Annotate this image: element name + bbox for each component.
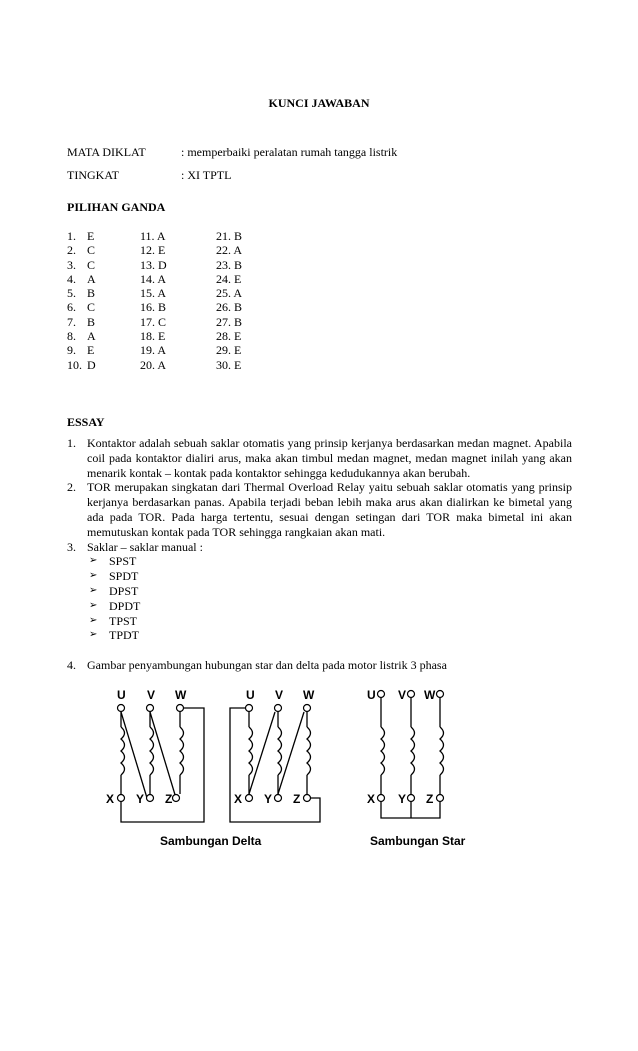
essay-item-text: Gambar penyambungan hubungan star dan delta pada motor listrik 3 phasa [87, 658, 447, 672]
answer-row: 3. C 13. D 23. B [67, 257, 243, 272]
answer-row: 6. C 16. B 26. B [67, 300, 243, 315]
svg-text:Z: Z [426, 792, 434, 806]
svg-text:U: U [367, 688, 376, 702]
pilihan-ganda-heading: PILIHAN GANDA [67, 200, 166, 214]
answer-row: 2. C 12. E 22. A [67, 243, 243, 258]
caption-delta: Sambungan Delta [160, 834, 262, 848]
terminal-label-z: Z [165, 792, 173, 806]
terminal-circle [177, 705, 184, 712]
list-item: ➢ SPDT [89, 569, 139, 584]
essay-item-3: 3. Saklar – saklar manual : [67, 539, 203, 554]
arrow-bullet-icon: ➢ [89, 570, 98, 582]
delta-diagram-1 [106, 688, 204, 822]
list-item: ➢ SPST [89, 554, 137, 569]
meta-value: : memperbaiki peralatan rumah tangga listrik [181, 145, 398, 159]
list-item: ➢ TPDT [89, 628, 139, 643]
meta-value: : XI TPTL [181, 168, 232, 182]
answer-row: 10. D 20. A 30. E [67, 357, 242, 372]
essay-item-1: 1. Kontaktor adalah sebuah saklar otomatis yang prinsip kerjanya berdasarkan medan magnet. Apabila coil pada kontaktor dialiri arus, maka akan timbul medan magnet, medan magnet inilah yang akan menarik kontak – kontak pada kontaktor sehingga kedudukannya akan berubah. [67, 436, 572, 480]
svg-text:W: W [303, 688, 315, 702]
list-item: ➢ TPST [89, 613, 138, 628]
terminal-label-y: Y [136, 792, 145, 806]
svg-text:W: W [424, 688, 436, 702]
svg-text:X: X [367, 792, 376, 806]
svg-text:Y: Y [398, 792, 407, 806]
terminal-label-u: U [117, 688, 126, 702]
star-diagram [367, 688, 444, 818]
caption-star: Sambungan Star [370, 834, 466, 848]
arrow-bullet-icon: ➢ [89, 584, 98, 596]
answer-row: 4. A 14. A 24. E [67, 271, 242, 286]
essay-item-text: Kontaktor adalah sebuah saklar otomatis yang prinsip kerjanya berdasarkan medan magnet. Apabila coil pada kontaktor dialiri arus, maka akan timbul medan magnet, medan magnet inilah yang akan menarik kontak – kontak pada kontaktor sehingga kedudukannya akan berubah. [87, 436, 572, 480]
terminal-label-w: W [175, 688, 187, 702]
meta-key: MATA DIKLAT [67, 145, 146, 159]
answer-row: 5. B 15. A 25. A [67, 286, 243, 301]
svg-text:X: X [234, 792, 243, 806]
meta-key: TINGKAT [67, 168, 119, 182]
svg-text:V: V [275, 688, 284, 702]
delta-diagram-2 [230, 688, 320, 822]
essay-item-4: 4. Gambar penyambungan hubungan star dan delta pada motor listrik 3 phasa [67, 658, 447, 672]
terminal-circle [118, 705, 125, 712]
essay-item-text: TOR merupakan singkatan dari Thermal Overload Relay yaitu sebuah saklar otomatis yang prinsip kerjanya berdasarkan panas. Apabila terjadi beban lebih maka arus akan dialirkan ke bimetal yang ada pada TOR. Pada harga tertentu, sesuai dengan setingan dari TOR maka bimetal ini akan memutuskan kontak pada TOR sehingga rangkaian akan mati. [87, 480, 572, 539]
svg-text:V: V [398, 688, 407, 702]
answer-row: 7. B 17. C 27. B [67, 314, 243, 329]
list-item: ➢ DPST [89, 583, 139, 598]
arrow-bullet-icon: ➢ [89, 614, 98, 626]
terminal-circle [147, 705, 154, 712]
essay-heading: ESSAY [67, 415, 105, 429]
list-item: ➢ DPDT [89, 598, 141, 613]
essay-item-2: 2. TOR merupakan singkatan dari Thermal Overload Relay yaitu sebuah saklar otomatis yang prinsip kerjanya berdasarkan panas. Apabila terjadi beban lebih maka arus akan dialirkan ke bimetal yang ada pada TOR. Pada harga tertentu, sesuai dengan setingan dari TOR maka bimetal ini akan memutuskan kontak pada TOR sehingga rangkaian akan mati. [67, 480, 572, 539]
arrow-bullet-icon: ➢ [89, 599, 98, 611]
terminal-label-v: V [147, 688, 156, 702]
essay-item-text: Saklar – saklar manual : [87, 539, 203, 554]
svg-text:Z: Z [293, 792, 301, 806]
svg-text:U: U [246, 688, 255, 702]
arrow-bullet-icon: ➢ [89, 629, 98, 641]
terminal-label-x: X [106, 792, 115, 806]
page-title: KUNCI JAWABAN [268, 96, 370, 110]
arrow-bullet-icon: ➢ [89, 555, 98, 567]
answer-row: 1. E 11. A 21. B [67, 229, 243, 243]
answer-row: 9. E 19. A 29. E [67, 343, 242, 358]
svg-text:Y: Y [264, 792, 273, 806]
answer-row: 8. A 18. E 28. E [67, 329, 242, 344]
